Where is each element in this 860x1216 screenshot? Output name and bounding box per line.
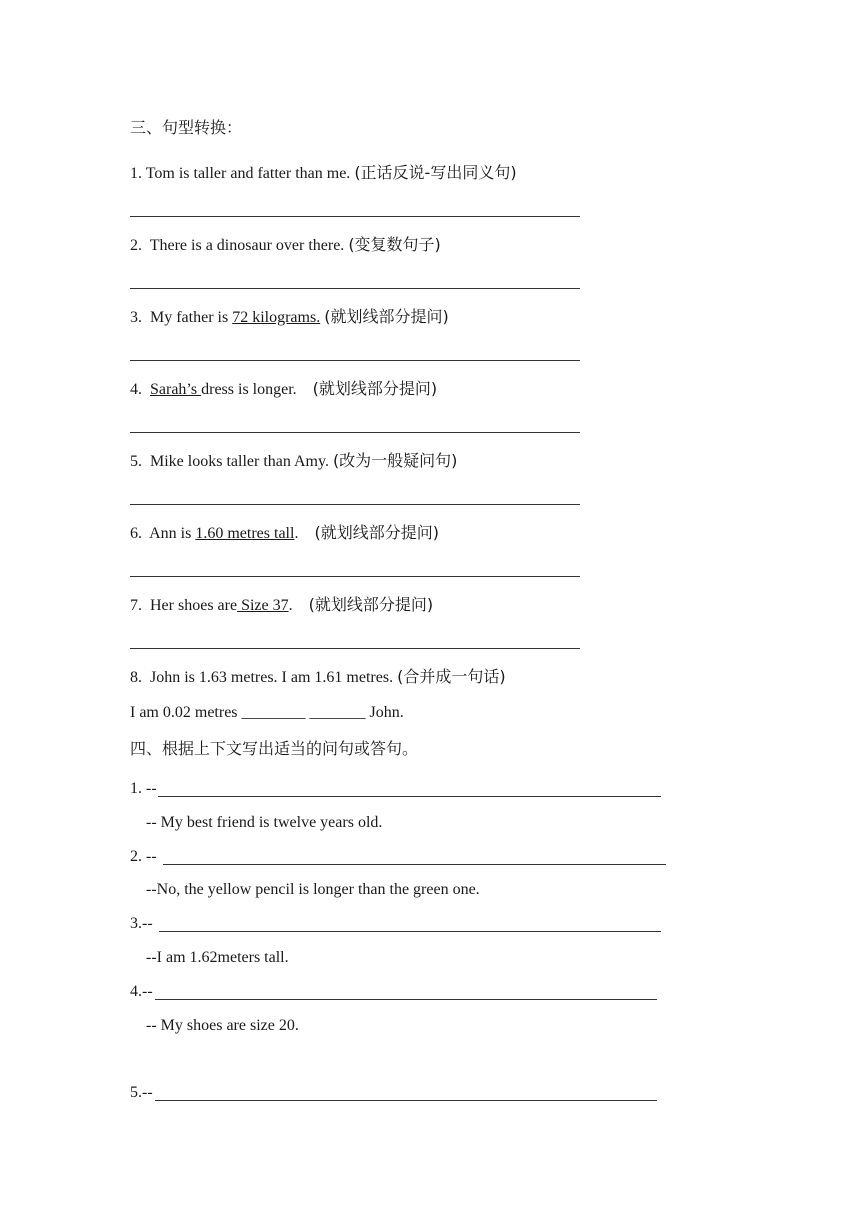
answer-line-6[interactable] (130, 576, 580, 577)
exercise-item-3 (130, 307, 449, 328)
section-4-heading: 四、根据上下文写出适当的问句或答句。 (130, 739, 419, 758)
item-instruction: (合并成一句话) (397, 667, 506, 686)
item-sentence: John is 1.63 metres. I am 1.61 metres. (150, 669, 394, 686)
item-sentence: Tom is taller and fatter than me. (145, 165, 351, 182)
answer-line-2[interactable] (130, 288, 580, 289)
item-instruction: (正话反说-写出同义句) (354, 163, 517, 182)
item-sentence: There is a dinosaur over there. (149, 237, 345, 254)
answer-line-5[interactable] (130, 504, 580, 505)
exercise-item-8 (130, 667, 506, 688)
answer-line-7[interactable] (130, 648, 580, 649)
fill-blank-2[interactable]: _______ (309, 704, 366, 721)
question-line-4[interactable] (155, 999, 657, 1000)
dialog-answer-1: -- My best friend is twelve years old. (146, 814, 383, 831)
item-instruction: (就划线部分提问) (308, 595, 434, 614)
answer-end: John. (365, 704, 404, 721)
answer-start: I am 0.02 metres (130, 704, 242, 721)
item-sentence-start: My father is (150, 309, 233, 326)
dialog-answer-4: -- My shoes are size 20. (146, 1017, 299, 1034)
item-number: 8. (130, 669, 142, 686)
question-line-5[interactable] (155, 1100, 657, 1101)
underlined-part: 72 kilograms. (232, 309, 321, 326)
underlined-part: Sarah’s (150, 381, 202, 398)
section-3-heading: 三、句型转换： (130, 118, 243, 137)
question-line-3[interactable] (159, 931, 661, 932)
item-sentence-end: . (294, 525, 299, 542)
item-number: 4. (130, 381, 142, 398)
dialog-answer-3: --I am 1.62meters tall. (146, 949, 289, 966)
item-number: 3. (130, 309, 142, 326)
item-number: 2. (130, 237, 142, 254)
item-number: 5. (130, 453, 142, 470)
dialog-answer-2: --No, the yellow pencil is longer than the green one. (146, 881, 480, 898)
dialog-question-3 (130, 914, 153, 934)
item-instruction: (就划线部分提问) (314, 523, 439, 542)
fill-blank-1[interactable]: ________ (241, 704, 306, 721)
item-sentence-end: dress is longer. (201, 381, 297, 398)
underlined-part: 1.60 metres tall (195, 525, 295, 542)
dialog-question-1 (130, 779, 157, 799)
item-sentence-start: Ann is (149, 525, 196, 542)
exercise-item-5 (130, 451, 457, 472)
exercise-item-7 (130, 595, 433, 616)
exercise-item-4 (130, 379, 437, 400)
underlined-part: Size 37 (237, 597, 289, 614)
dialog-question-2 (130, 847, 157, 867)
exercise-item-6 (130, 523, 439, 544)
exercise-item-2 (130, 235, 441, 256)
question-prefix: 3.-- (130, 915, 153, 932)
answer-line-4[interactable] (130, 432, 580, 433)
item-instruction: (就划线部分提问) (312, 379, 438, 398)
item-sentence-end: . (288, 597, 293, 614)
item-instruction: (就划线部分提问) (324, 307, 449, 326)
item-sentence-start: Her shoes are (150, 597, 238, 614)
item-instruction: (改为一般疑问句) (332, 451, 458, 470)
question-prefix: 2. -- (130, 848, 157, 865)
question-prefix: 5.-- (130, 1084, 153, 1101)
exercise-item-1 (130, 163, 517, 184)
item-sentence: Mike looks taller than Amy. (150, 453, 329, 470)
dialog-question-4 (130, 982, 153, 1002)
question-prefix: 1. -- (130, 780, 157, 797)
answer-line-3[interactable] (130, 360, 580, 361)
question-line-1[interactable] (158, 796, 661, 797)
item-number: 7. (130, 597, 142, 614)
item-8-answer-sentence (130, 703, 404, 723)
question-line-2[interactable] (163, 864, 666, 865)
item-instruction: (变复数句子) (348, 235, 441, 254)
question-prefix: 4.-- (130, 983, 153, 1000)
item-number: 6. (130, 525, 142, 542)
item-number: 1. (130, 165, 142, 182)
answer-line-1[interactable] (130, 216, 580, 217)
dialog-question-5 (130, 1083, 153, 1103)
